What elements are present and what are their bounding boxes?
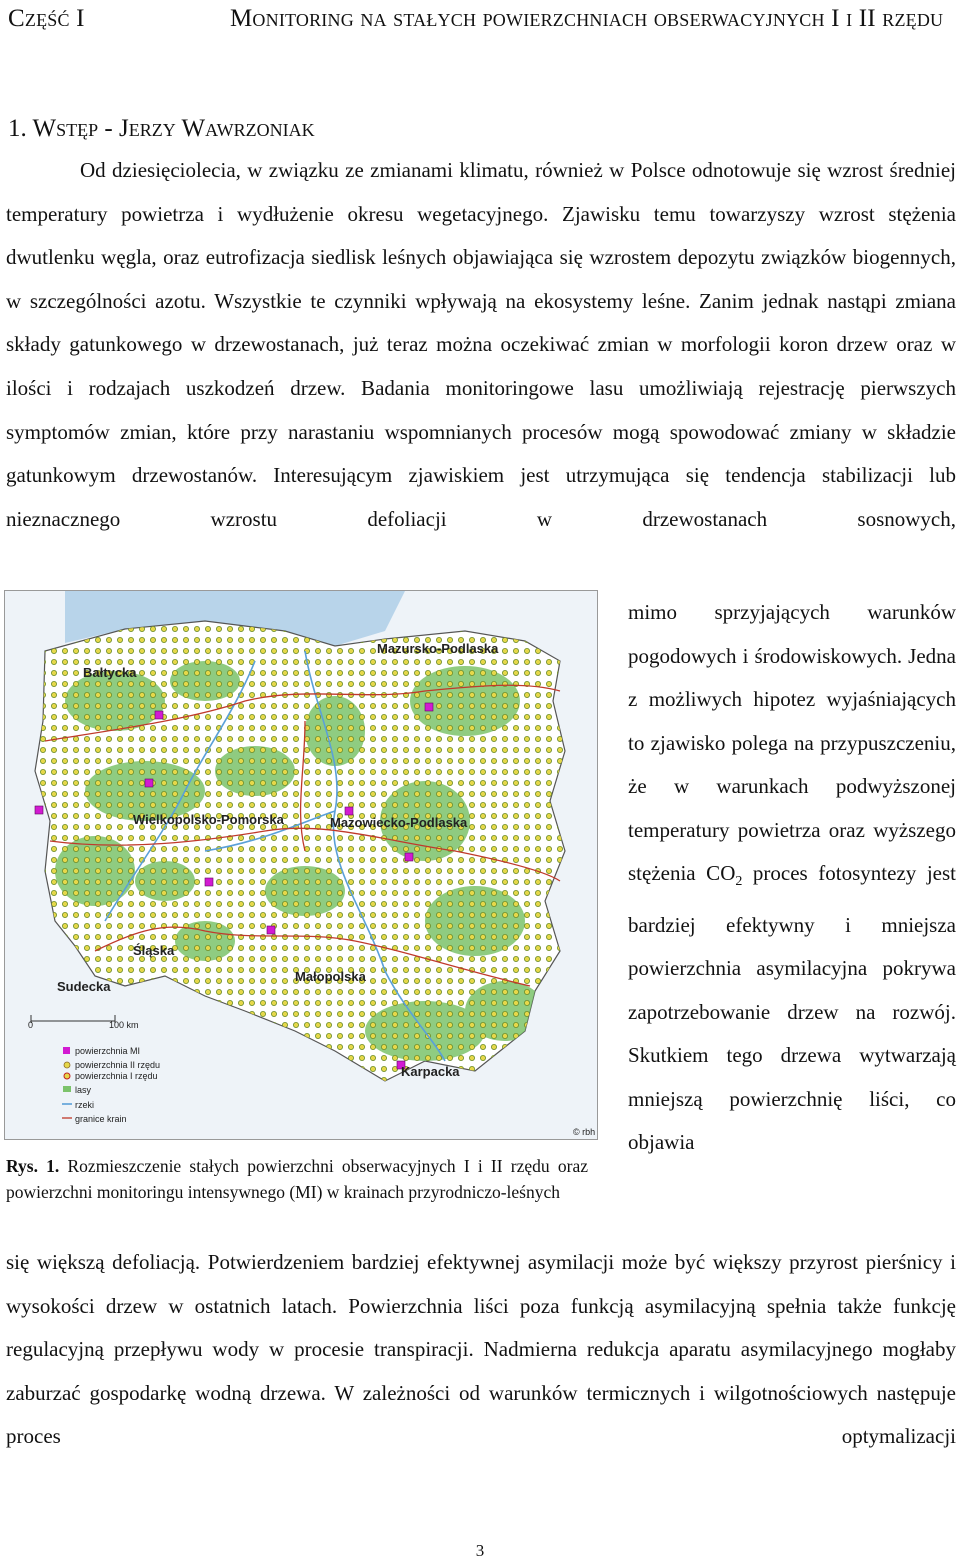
legend-i: powierzchnia I rzędu — [75, 1071, 158, 1081]
scale-distance: 100 km — [109, 1020, 139, 1030]
part-label: Część I — [8, 5, 85, 32]
region-label-slaska: Śląska — [133, 943, 175, 958]
legend-forest: lasy — [75, 1085, 92, 1095]
page-number: 3 — [475, 1541, 485, 1560]
figure-caption — [6, 1153, 588, 1205]
co2-subscript: 2 — [735, 874, 743, 890]
legend-mi-swatch — [63, 1047, 70, 1054]
region-label-wielkopolsko-pomorska: Wielkopolsko-Pomorska — [133, 812, 284, 827]
region-label-malopolska: Małopolska — [295, 969, 366, 984]
poland-map — [5, 591, 597, 1139]
legend-forest-swatch — [63, 1086, 71, 1092]
body-paragraph-1: Od dziesięciolecia, w związku ze zmianami klimatu, również w Polsce odnotowuje się wzrost średniej temperatury powietrza i wydłużenie okresu wegetacyjnego. Zjawisku temu towarzyszy wzrost stężenia dwutlenku węgla, oraz eutrofizacja siedlisk leśnych objawiająca się wzrostem depozytu związków biogennych, w szczególności azotu. Wszystkie te czynniki wpływają na ekosystemy leśne. Zanim jednak nastąpi zmiana składy gatunkowego w drzewostanach, już teraz można oczekiwać zmian w morfologii koron drzew oraz w ilości i rodzajach uszkodzeń drzew. Badania monitoringowe lasu umożliwiają rejestrację pierwszych symptomów zmian, które przy narastaniu wspomnianych procesów mogą spowodować zmiany w składzie gatunkowym drzewostanów. Interesującym zjawiskiem jest utrzymująca się tendencja stabilizacji lub nieznacznego wzrostu defoliacji w drzewostanach sosnowych, — [6, 158, 956, 531]
map-credit: © rbh — [573, 1127, 596, 1137]
side-text-column — [628, 591, 956, 1165]
side-text-b: proces fotosyntezy jest bardziej efektywny i mniejsza powierzchnia asymilacyjna pokrywa zapotrzebowanie drzew na rozwój. Skutkiem tego drzewa wytwarzają mniejszą powierzchnię liści, co objawia — [628, 861, 956, 1155]
caption-text: Rozmieszczenie stałych powierzchni obserwacyjnych I i II rzędu oraz powierzchni monitoringu intensywnego (MI) w krainach przyrodniczo-leśnych — [6, 1156, 588, 1202]
region-label-mazursko-podlaska: Mazursko-Podlaska — [377, 641, 499, 656]
body-paragraph-2: się większą defoliacją. Potwierdzeniem bardziej efektywnej asymilacji może być większy przyrost pierśnicy i wysokości drzew w ostatnich latach. Powierzchnia liści poza funkcją asymilacyjną spełnia także funkcję regulacyjną przepływu wody w procesie transpiracji. Nadmierna redukcja aparatu asymilacyjnego mogłaby zaburzać gospodarkę wodną drzewa. W zależności od warunków termicznych i wilgotnościowych następuje proces optymalizacji — [6, 1250, 956, 1449]
legend-river: rzeki — [75, 1100, 95, 1110]
region-label-karpacka: Karpacka — [401, 1064, 460, 1079]
legend-border: granice krain — [75, 1114, 127, 1124]
region-label-sudecka: Sudecka — [57, 979, 111, 994]
region-label-mazowiecko-podlaska: Mazowiecko-Podlaska — [330, 815, 468, 830]
map-figure — [4, 590, 598, 1140]
scale-zero: 0 — [28, 1020, 34, 1030]
caption-label: Rys. 1. — [6, 1156, 60, 1176]
part-title: Monitoring na stałych powierzchniach obserwacyjnych I i II rzędu — [230, 5, 944, 32]
side-text-a: mimo sprzyjających warunków pogodowych i środowiskowych. Jedna z możliwych hipotez wyjaśniających to zjawisko polega na przypuszczeniu, że w warunkach podwyższonej temperatury powietrza oraz wyższego stężenia CO — [628, 600, 956, 885]
section-heading: 1. Wstęp - Jerzy Wawrzoniak — [8, 115, 315, 142]
legend-i-swatch — [64, 1073, 70, 1079]
legend-ii: powierzchnia II rzędu — [75, 1060, 161, 1070]
legend-mi: powierzchnia MI — [75, 1046, 141, 1056]
legend-ii-swatch — [64, 1062, 70, 1068]
region-label-baltycka: Bałtycka — [83, 665, 137, 680]
